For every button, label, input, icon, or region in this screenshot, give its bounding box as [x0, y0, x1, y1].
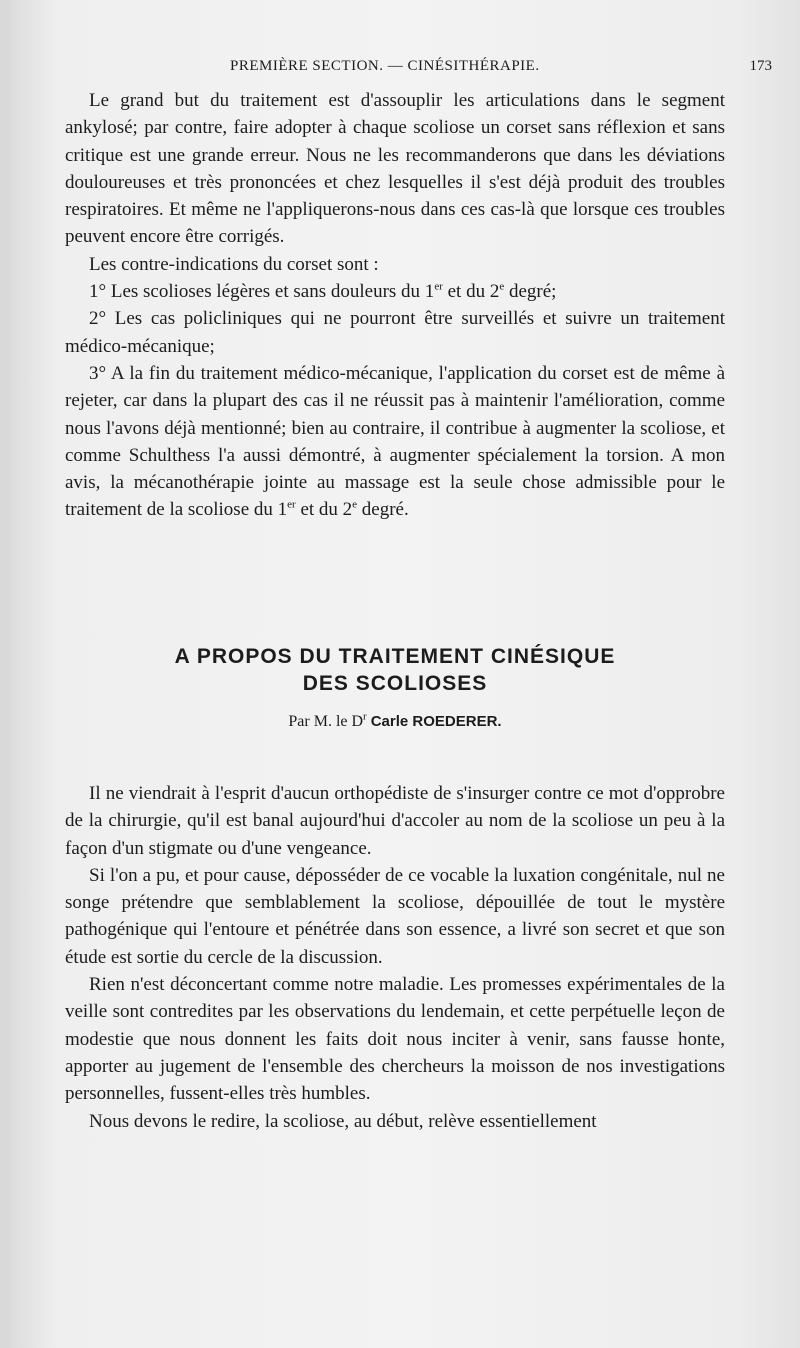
list-item-text: et du 2 — [295, 499, 353, 521]
list-item-text: et du 2 — [442, 281, 500, 303]
paragraph: Si l'on a pu, et pour cause, déposséder de ce vocable la luxation congénitale, nul ne songe prétendre que semblablement la scoliose, dépouillée de tout le mystère pathogénique qui l'entoure et pénétrée dans son essence, a livré son secret et que son étude est sortie du cercle de la discussion. — [65, 864, 725, 968]
continued-text — [65, 87, 725, 524]
byline — [65, 710, 725, 731]
list-item-text: 3° A la fin du traitement médico-mécanique, l'application du corset est de même à rejeter, car dans la plupart des cas il ne réussit pas à maintenir l'amélioration, comme nous l'avons déjà mentionné; bien au contraire, il contribue à augmenter la scoliose, et comme Schulthess l'a aussi démontré, à augmenter spécialement la torsion. A mon avis, la mécanothérapie jointe au massage est la seule chose admissible pour le traitement de la scoliose du 1 — [65, 362, 725, 521]
article-title-line: A PROPOS DU TRAITEMENT CINÉSIQUE — [174, 645, 616, 668]
list-item — [65, 360, 725, 524]
byline-prefix: Par M. le D — [288, 713, 364, 730]
article-title-line: DES SCOLIOSES — [302, 672, 488, 695]
article-body — [65, 780, 725, 1135]
paragraph: Le grand but du traitement est d'assouplir les articulations dans le segment ankylosé; par contre, faire adopter à chaque scoliose un corset sans réflexion et sans critique est une grande erreur. Nous ne les recommanderons que dans les déviations douloureuses et très prononcées et chez lesquelles il s'est déjà produit des troubles respiratoires. Et même ne l'appliquerons-nous dans ces cas-là que lorsque ces troubles peuvent encore être corrigés. — [65, 90, 725, 248]
list-item-text: 1° Les scolioses légères et sans douleurs du 1 — [89, 281, 435, 303]
ordinal-suffix: e — [499, 280, 505, 293]
ordinal-suffix: er — [434, 280, 443, 293]
ordinal-suffix: e — [352, 499, 358, 512]
paragraph: Nous devons le redire, la scoliose, au début, relève essentiellement — [89, 1110, 597, 1132]
list-item-text: degré. — [357, 499, 409, 521]
book-page — [10, 0, 800, 1348]
byline-title-suffix: r — [363, 710, 367, 723]
paragraph: Les contre-indications du corset sont : — [89, 253, 379, 275]
page-number: 173 — [749, 58, 772, 74]
list-item — [65, 278, 725, 305]
article-title — [65, 643, 725, 697]
list-item: 2° Les cas policliniques qui ne pourront être surveillés et suivre un traitement médico-mécanique; — [65, 308, 725, 357]
ordinal-suffix: er — [287, 499, 296, 512]
author-name: Carle ROEDERER. — [370, 713, 502, 730]
paragraph: Rien n'est déconcertant comme notre maladie. Les promesses expérimentales de la veille sont contredites par les observations du lendemain, et cette perpétuelle leçon de modestie que nous donnent les faits doit nous inciter à venir, sans fausse honte, apporter au jugement de l'ensemble des chercheurs la moisson de nos investigations personnelles, fussent-elles très humbles. — [65, 974, 725, 1105]
paragraph: Il ne viendrait à l'esprit d'aucun orthopédiste de s'insurger contre ce mot d'opprobre de la chirurgie, qu'il est banal aujourd'hui d'accoler au nom de la scoliose un peu à la façon d'un stigmate ou d'une vengeance. — [65, 783, 725, 859]
running-head: PREMIÈRE SECTION. — CINÉSITHÉRAPIE. — [230, 58, 540, 74]
list-item-text: degré; — [504, 281, 557, 303]
